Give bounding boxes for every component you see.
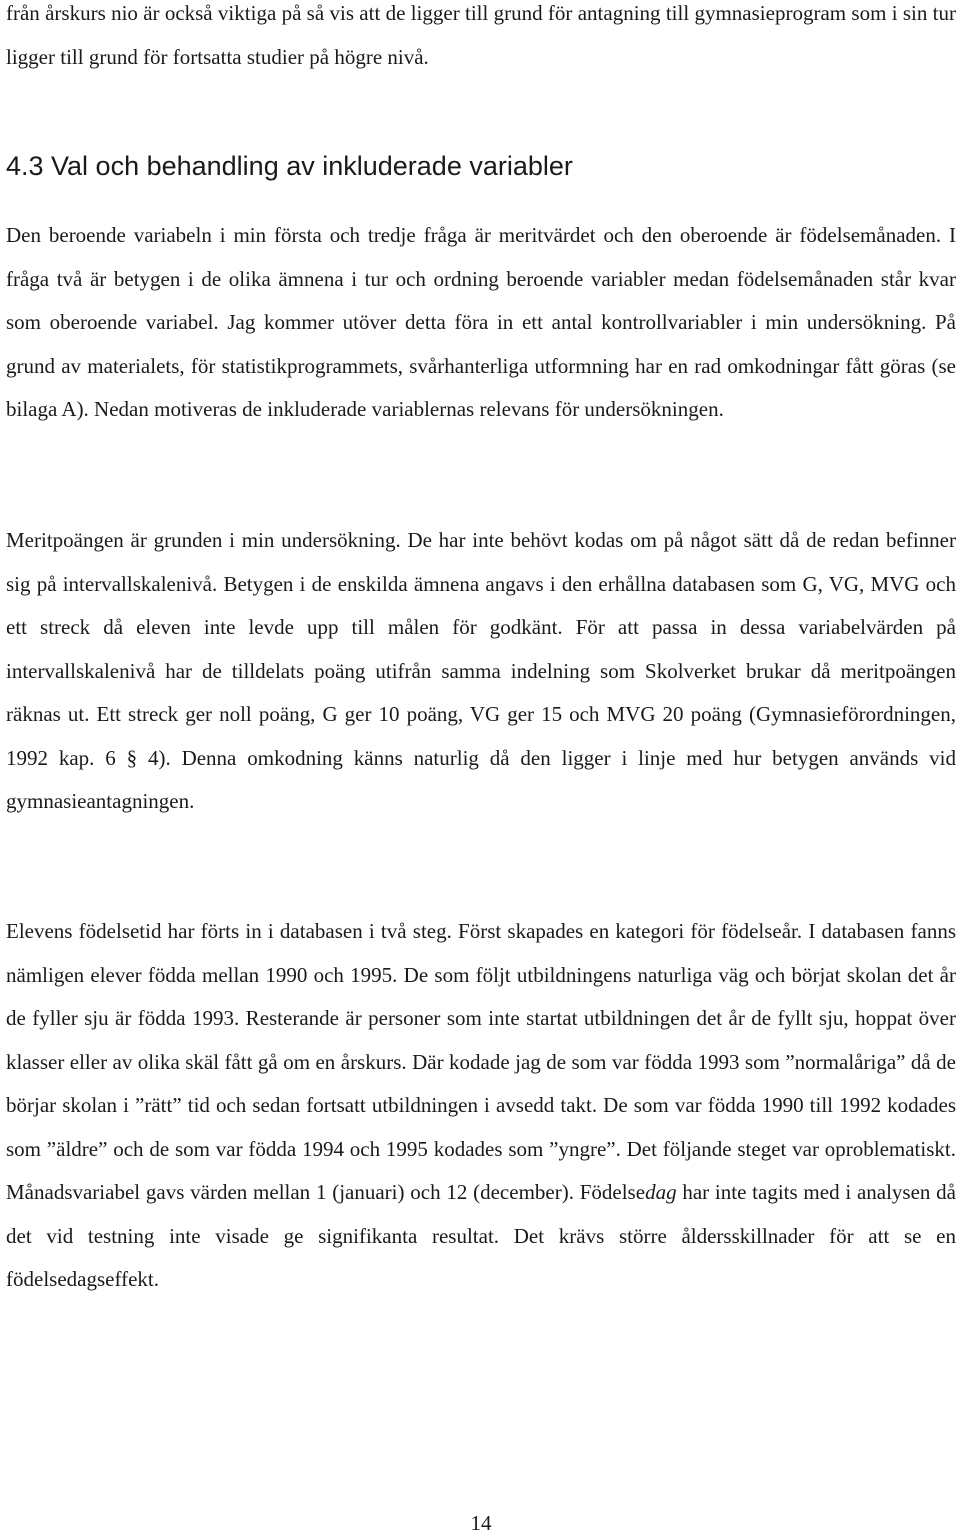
- birth-time-text-end: har inte tagits med i analysen då det vid testning inte visade ge signifikanta resultat. Det krävs större åldersskillnader för att se en födelsedagseffekt.: [6, 1180, 956, 1291]
- intro-continuation-paragraph: från årskurs nio är också viktiga på så vis att de ligger till grund för antagning till gymnasieprogram som i sin tur ligger till grund för fortsatta studier på högre nivå.: [6, 1, 956, 69]
- birth-time-paragraph: [6, 910, 956, 1302]
- page-number: 14: [470, 1511, 492, 1535]
- section-heading: 4.3 Val och behandling av inkluderade variabler: [6, 151, 573, 181]
- birth-day-emphasis: dag: [645, 1180, 677, 1204]
- variables-overview-paragraph: Den beroende variabeln i min första och tredje fråga är meritvärdet och den oberoende är födelsemånaden. I fråga två är betygen i de olika ämnena i tur och ordning beroende variabler medan födelsemånaden står kvar som oberoende variabel. Jag kommer utöver detta föra in ett antal kontrollvariabler i min undersökning. På grund av materialets, för statistikprogrammets, svårhanterliga utformning har en rad omkodningar fått göras (se bilaga A). Nedan motiveras de inkluderade variablernas relevans för undersökningen.: [6, 223, 956, 421]
- birth-time-text-start: Elevens födelsetid har förts in i databasen i två steg. Först skapades en kategori för födelseår. I databasen fanns nämligen elever födda mellan 1990 och 1995. De som följt utbildningens naturliga väg och börjat skolan det år de fyller sju är födda 1993. Resterande är personer som inte startat utbildningen det år de fyllt sju, hoppat över klasser eller av olika skäl fått gå om en årskurs. Där kodade jag de som var födda 1993 som ”normalåriga” då de börjar skolan i ”rätt” tid och sedan fortsatt utbildningen i avsedd takt. De som var födda 1990 till 1992 kodades som ”äldre” och de som var födda 1994 och 1995 kodades som ”yngre”. Det följande steget var oproblematiskt. Månadsvariabel gavs värden mellan 1 (januari) och 12 (december). Födelse: [6, 919, 956, 1204]
- merit-points-paragraph: Meritpoängen är grunden i min undersökning. De har inte behövt kodas om på något sätt då de redan befinner sig på intervallskalenivå. Betygen i de enskilda ämnena angavs i den erhållna databasen som G, VG, MVG och ett streck då eleven inte levde upp till målen för godkänt. För att passa in dessa variabelvärden på intervallskalenivå har de tilldelats poäng utifrån samma indelning som Skolverket brukar då meritpoängen räknas ut. Ett streck ger noll poäng, G ger 10 poäng, VG ger 15 och MVG 20 poäng (Gymnasieförordningen, 1992 kap. 6 § 4). Denna omkodning känns naturlig då den ligger i linje med hur betygen används vid gymnasieantagningen.: [6, 528, 956, 813]
